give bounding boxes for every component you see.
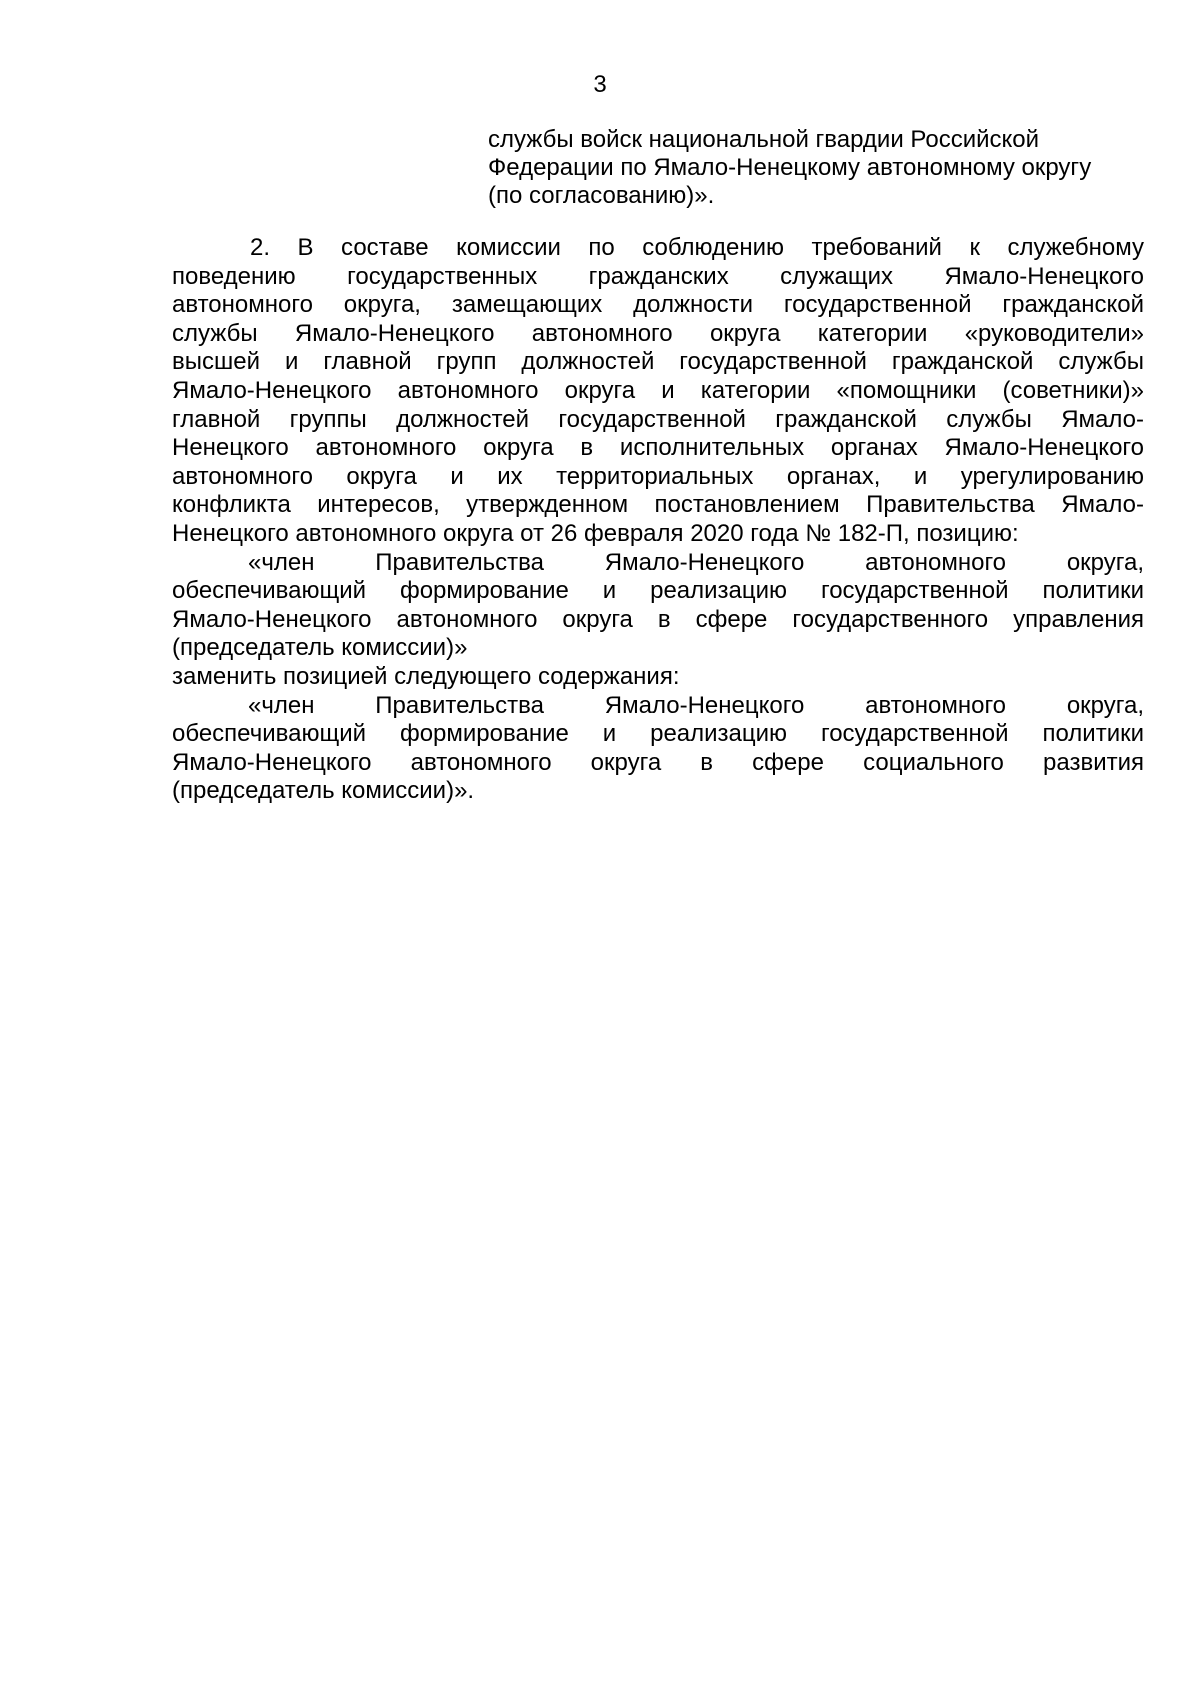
text-line: «член Правительства Ямало-Ненецкого автономного округа, [248, 548, 1144, 576]
paragraph-old-position [172, 549, 1144, 663]
text-line: (председатель комиссии)» [172, 634, 468, 662]
continuation-line: Федерации по Ямало-Ненецкому автономному округу [488, 154, 1092, 181]
continuation-line: (по согласованию)». [488, 182, 715, 209]
text-line: Ямало-Ненецкого автономного округа в сфере государственного управления [172, 605, 1144, 633]
continuation-block [488, 126, 1148, 210]
text-line: заменить позицией следующего содержания: [172, 662, 680, 690]
paragraph-new-position [172, 692, 1144, 806]
text-line: конфликта интересов, утвержденном постановлением Правительства Ямало- [172, 491, 1144, 519]
text-line: Ненецкого автономного округа в исполнительных органах Ямало-Ненецкого [172, 434, 1144, 462]
document-body [172, 234, 1144, 806]
text-line: автономного округа, замещающих должности государственной гражданской [172, 291, 1144, 319]
paragraph-replace [172, 663, 1144, 692]
text-line: обеспечивающий формирование и реализацию государственной политики [172, 720, 1144, 748]
text-line: Ненецкого автономного округа от 26 февраля 2020 года № 182-П, позицию: [172, 519, 1019, 547]
page-number: 3 [593, 71, 607, 98]
text-line: Ямало-Ненецкого автономного округа и категории «помощники (советники)» [172, 376, 1144, 404]
text-line: высшей и главной групп должностей государственной гражданской службы [172, 348, 1144, 376]
text-line: обеспечивающий формирование и реализацию государственной политики [172, 577, 1144, 605]
paragraph-item-2 [172, 234, 1144, 549]
continuation-line: службы войск национальной гвардии Российской [488, 126, 1040, 153]
text-line: «член Правительства Ямало-Ненецкого автономного округа, [248, 691, 1144, 719]
text-line: 2. В составе комиссии по соблюдению требований к служебному [250, 234, 1144, 261]
text-line: (председатель комиссии)». [172, 777, 475, 805]
text-line: Ямало-Ненецкого автономного округа в сфере социального развития [172, 748, 1144, 776]
text-line: поведению государственных гражданских служащих Ямало-Ненецкого [172, 262, 1144, 290]
text-line: службы Ямало-Ненецкого автономного округа категории «руководители» [172, 319, 1144, 347]
text-line: главной группы должностей государственной гражданской службы Ямало- [172, 405, 1144, 433]
text-line: автономного округа и их территориальных органах, и урегулированию [172, 462, 1144, 490]
